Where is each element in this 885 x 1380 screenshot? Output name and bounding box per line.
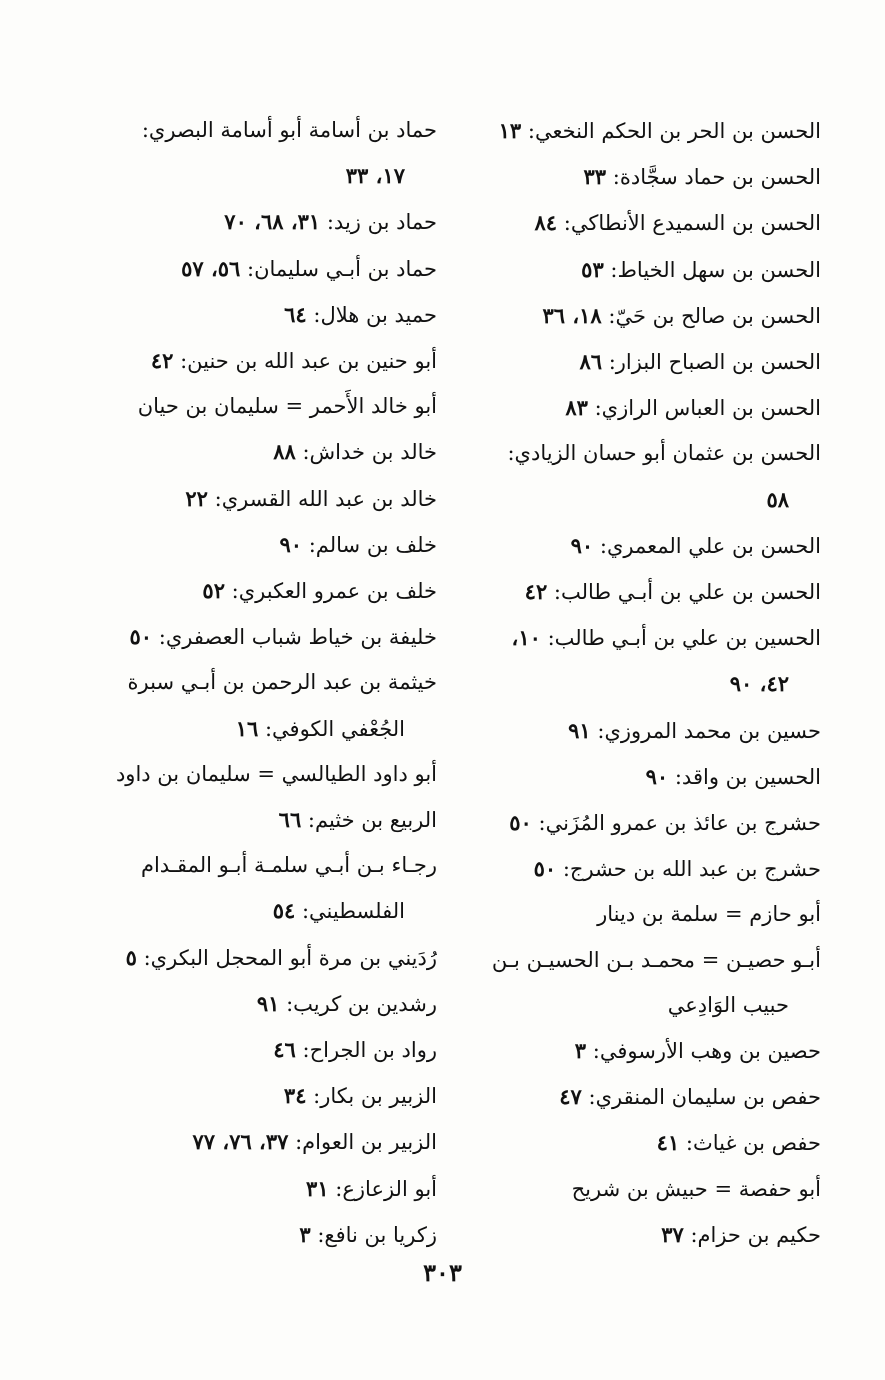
entry-name: رُدَيني بن مرة أبو المحجل البكري: [143,945,437,970]
entry-name: حماد بن زيد: [326,210,437,235]
entry-pages: ٥٤ [272,898,296,924]
entry-pages: ٤٦ [273,1037,296,1063]
entry-pages: ٥ [125,944,137,970]
index-entry [92,292,437,338]
entry-name: حشرج بن عائذ بن عمرو المُزَني: [538,811,821,836]
entry-pages: ٥٦، ٥٧ [181,255,241,281]
entry-name: أبو داود الطيالسي = سليمان بن داود [115,761,437,786]
entry-name: خلف بن عمرو العكبري: [231,579,437,604]
index-entry [471,846,821,892]
index-entry [471,615,821,707]
index-entry [92,429,437,475]
entry-pages: ٦٦ [278,807,302,833]
entry-pages: ٥٠ [533,856,557,882]
entry-name: الحسن بن العباس الرازي: [594,396,821,421]
entry-pages: ١٣ [498,118,522,143]
continuation-text: الفلسطيني: [301,899,405,924]
entry-pages: ٤١ [656,1130,680,1156]
entry-name: حصين بن وهب الأرسوفي: [592,1039,821,1064]
entry-name: أبو حنين بن عبد الله بن حنين: [180,349,437,374]
entry-pages: ٣ [574,1038,587,1064]
entry-pages: ٣١، ٦٨، ٧٠ [224,209,321,235]
index-entry [92,935,437,981]
entry-name: خالد بن عبد الله القسري: [214,486,437,511]
entry-name: خلف بن سالم: [308,532,437,557]
entry-name: خيثمة بن عبد الرحمن بن أبـي سبرة [127,670,437,695]
entry-name: حكيم بن حزام: [690,1222,821,1247]
continuation-text: ٥٨ [766,486,789,512]
index-entry [471,1028,821,1074]
index-entry [92,1073,437,1119]
page-number: ٣٠٣ [423,1258,462,1287]
index-entry [471,938,821,1028]
entry-pages: ٥٣ [581,256,604,282]
index-entry [92,981,437,1027]
index-entry [471,431,821,522]
index-entry [92,108,437,199]
index-entry [471,385,821,431]
entry-continuation [92,888,437,934]
entry-name: حميد بن هلال: [313,302,437,327]
entry-name: حسين بن محمد المروزي: [597,718,821,743]
entry-pages: ٨٣ [565,395,588,421]
index-entry [471,293,821,339]
entry-name: الزبير بن العوام: [295,1130,437,1155]
entry-name: الحسن بن علي المعمري: [599,533,821,558]
index-entry [471,339,821,385]
entry-pages: ٩٠ [279,531,303,557]
entry-name: الحسن بن حماد سجَّادة: [612,165,821,190]
index-entry [471,754,821,800]
entry-pages: ٣ [299,1221,311,1247]
index-entry [92,614,437,660]
entry-pages: ٥٢ [202,578,225,604]
entry-name: حماد بن أسامة أبو أسامة البصري: [141,118,437,142]
entry-pages: ٨٨ [273,439,296,465]
entry-pages: ٩٠ [645,763,669,789]
index-entry [92,1119,437,1165]
index-entry [471,1167,821,1212]
entry-name: حفص بن سليمان المنقري: [588,1085,821,1110]
entry-pages: ١٨، ٣٦ [542,302,602,328]
index-entry [471,523,821,569]
entry-name: الحسين بن علي بن أبـي طالب: [547,626,821,651]
continuation-text: ٤٢، ٩٠ [729,671,789,697]
index-entry [92,568,437,614]
entry-name: رواد بن الجراح: [302,1038,437,1063]
entry-name: أبـو حصيـن = محمـد بـن الحسيـن بـن [491,947,821,972]
index-entry [471,892,821,937]
index-entry [92,522,437,568]
index-column-left [92,108,437,1258]
entry-name: رجـاء بـن أبـي سلمـة أبـو المقـدام [140,853,437,878]
entry-pages: ٣٤ [283,1083,307,1109]
entry-pages: ٦٤ [284,301,307,327]
entry-name: أبو حازم = سلمة بن دينار [597,902,821,927]
index-entry [92,476,437,522]
entry-name: الحسين بن واقد: [674,764,821,789]
entry-pages: ٤٢ [150,348,174,374]
entry-pages: ١٠، [511,625,541,651]
index-entry [471,154,821,200]
index-entry [92,1027,437,1073]
entry-name: حماد بن أبـي سليمان: [247,256,437,281]
index-column-right [471,108,821,1258]
index-entry [92,338,437,384]
entry-pages: ٢٢ [185,485,208,511]
entry-pages: ٥٠ [129,624,153,650]
entry-name: الربيع بن خثيم: [307,808,437,833]
entry-name: زكريا بن نافع: [317,1222,437,1247]
entry-name: حشرج بن عبد الله بن حشرج: [562,857,821,882]
index-entry [92,660,437,751]
entry-name: الحسن بن الحر بن الحكم النخعي: [527,119,821,143]
index-entry [92,797,437,843]
entry-pages: ٨٦ [579,349,602,375]
entry-name: الحسن بن عثمان أبو حسان الزيادي: [507,441,821,466]
index-entry [471,1212,821,1258]
index-entry [471,569,821,615]
index-entry [92,384,437,429]
entry-pages: ٩١ [256,990,280,1016]
continuation-text: ١٧، ٣٣ [345,163,405,189]
entry-continuation [471,477,821,523]
entry-name: أبو حفصة = حبيش بن شريح [571,1176,821,1201]
index-entry [471,708,821,754]
index-entry [92,752,437,797]
index-entry [92,1166,437,1212]
entry-continuation [92,153,437,199]
entry-pages: ٤٢ [524,579,548,605]
index-entry [92,843,437,934]
entry-pages: ٥٠ [509,810,532,836]
index-entry [92,1212,437,1258]
entry-name: الحسن بن الصباح البزار: [608,350,821,375]
entry-name: الحسن بن سهل الخياط: [610,257,821,282]
entry-pages: ٣٣ [583,164,607,190]
index-entry [471,1074,821,1120]
entry-pages: ٤٧ [559,1084,582,1110]
entry-name: الحسن بن السميدع الأنطاكي: [563,211,821,236]
index-entry [471,247,821,293]
entry-pages: ٣٧، ٧٦، ٧٧ [192,1129,289,1155]
entry-name: خالد بن خداش: [302,440,437,465]
entry-pages: ٩٠ [570,532,594,558]
entry-name: الزبير بن بكار: [313,1084,437,1109]
index-entry [471,108,821,154]
index-entry [471,800,821,846]
entry-name: أبو خالد الأَحمر = سليمان بن حيان [137,394,437,419]
entry-name: أبو الزعازع: [335,1176,437,1201]
entry-pages: ٣٧ [661,1221,684,1247]
entry-name: رشدين بن كريب: [286,991,437,1016]
entry-name: الحسن بن علي بن أبـي طالب: [553,580,821,605]
continuation-text: حبيب الوَادِعي [667,992,789,1017]
index-entry [471,200,821,246]
entry-pages: ٣١ [306,1175,329,1201]
entry-continuation [471,661,821,707]
entry-pages: ٩١ [568,717,591,743]
continuation-text: الجُعْفي الكوفي: [264,716,405,741]
entry-pages: ٨٤ [534,210,558,236]
entry-continuation [471,983,821,1028]
entry-continuation [92,706,437,752]
entry-pages: ١٦ [235,715,259,741]
index-entry [92,199,437,245]
index-entry [92,246,437,292]
entry-name: خليفة بن خياط شباب العصفري: [158,625,437,650]
entry-name: حفص بن غياث: [685,1131,821,1156]
entry-name: الحسن بن صالح بن حَيّ: [608,303,821,328]
index-entry [471,1120,821,1166]
